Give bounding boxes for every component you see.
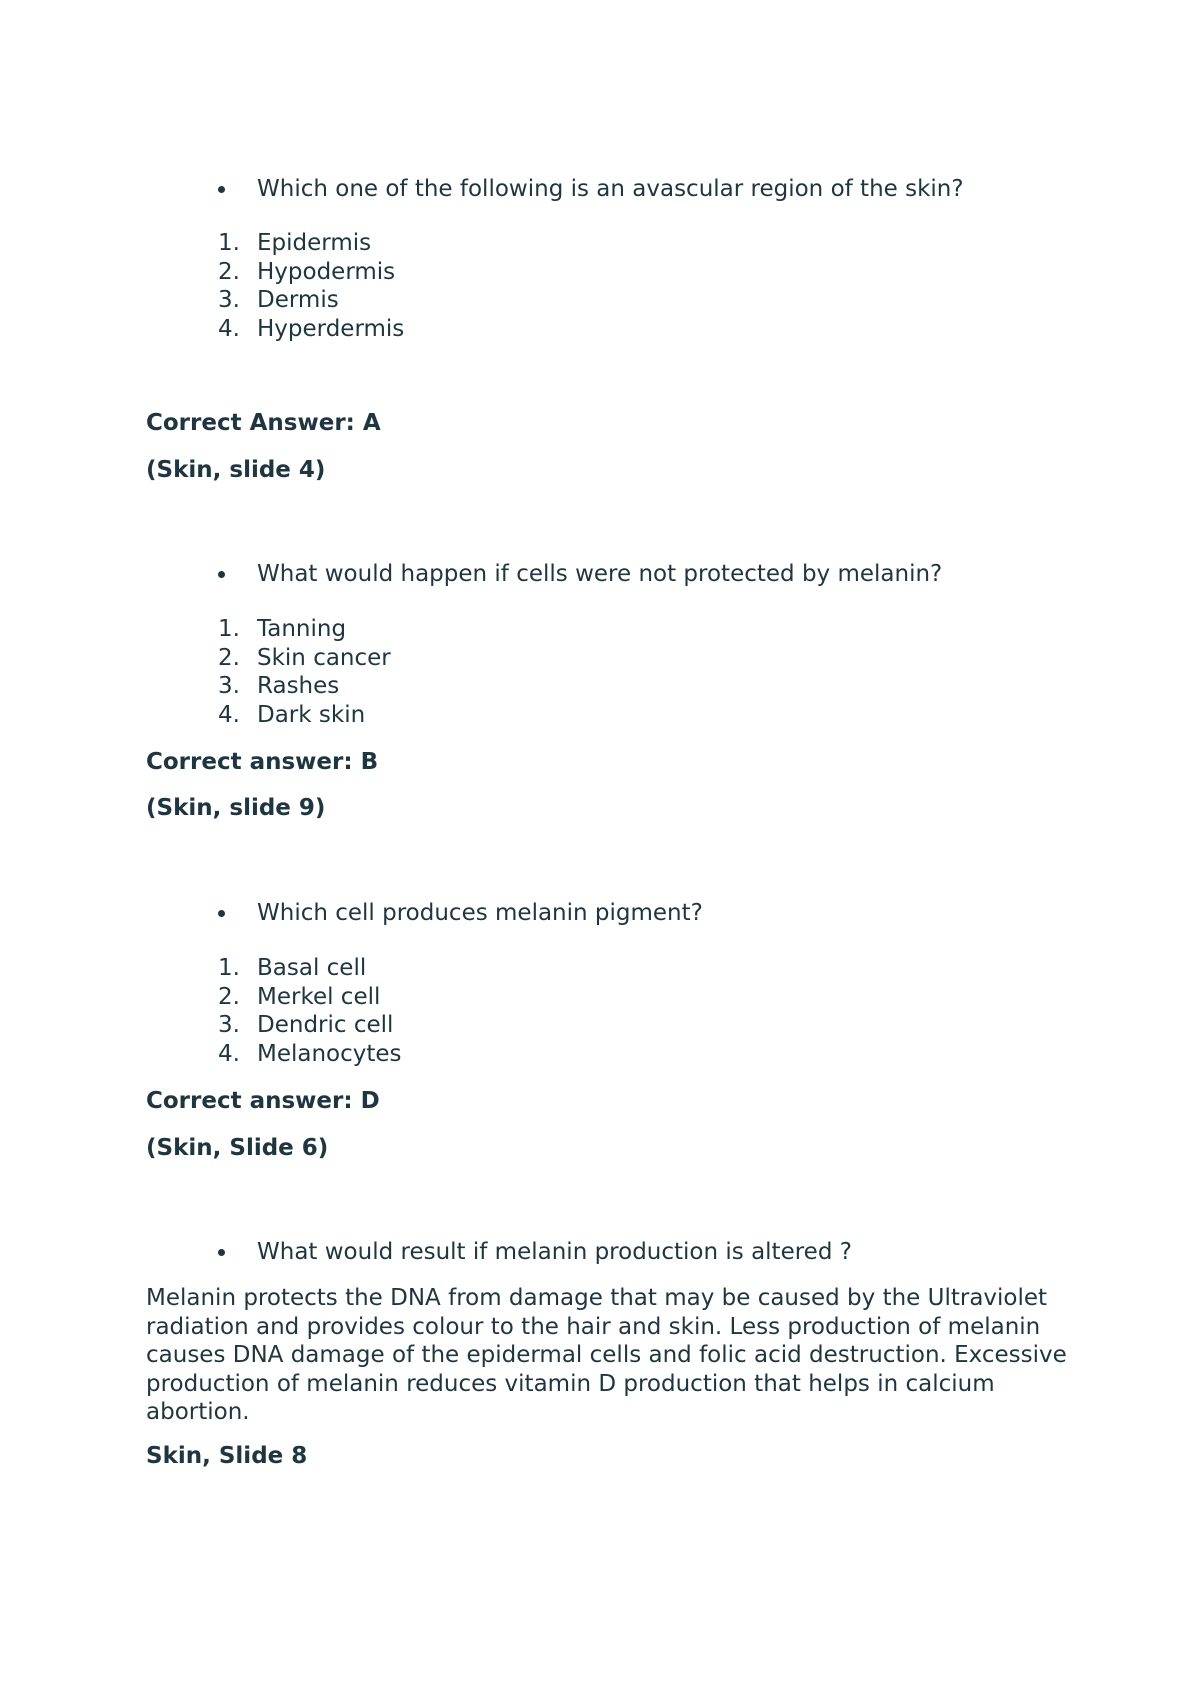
bullet-icon [218,186,225,193]
option-text: Tanning [257,616,347,642]
question-text: Which cell produces melanin pigment? [257,900,703,926]
option-text: Merkel cell [257,983,381,1010]
bullet-icon [218,910,225,917]
bullet-icon [218,1249,225,1256]
option-number: 3. [218,1012,240,1038]
option-number: 3. [218,287,240,313]
option-text: Hypodermis [257,258,396,285]
option-text: Dendric cell [257,1012,394,1038]
option-text: Dark skin [257,701,366,728]
correct-answer-1: Correct Answer: A [146,410,381,436]
option-text: Melanocytes [257,1040,402,1067]
option-number: 2. [218,983,240,1010]
option-text: Epidermis [257,230,372,256]
option-number: 2. [218,644,240,671]
option-number: 4. [218,1040,240,1067]
option-number: 4. [218,315,240,342]
option-number: 4. [218,701,240,728]
option-number: 1. [218,616,240,642]
slide-reference-1: (Skin, slide 4) [146,457,326,483]
question-text: Which one of the following is an avascular region of the skin? [257,176,964,202]
question-text: What would happen if cells were not protected by melanin? [257,561,943,587]
correct-answer-2: Correct answer: B [146,749,379,775]
slide-reference-2: (Skin, slide 9) [146,795,326,821]
slide-reference-3: (Skin, Slide 6) [146,1135,329,1161]
question-text: What would result if melanin production is altered ? [257,1239,852,1265]
option-text: Rashes [257,673,340,699]
option-number: 1. [218,955,240,981]
correct-answer-3: Correct answer: D [146,1088,380,1114]
option-number: 2. [218,258,240,285]
answer-paragraph: Melanin protects the DNA from damage that may be caused by the Ultraviolet radiation and provides colour to the hair and skin. Less production of melanin causes DNA damage of the epidermal cells and folic acid destruction. Excessive production of melanin reduces vitamin D production that helps in calcium abortion. [146,1285,1067,1425]
slide-reference-4: Skin, Slide 8 [146,1443,308,1469]
option-text: Skin cancer [257,644,391,671]
option-text: Basal cell [257,955,367,981]
option-text: Dermis [257,287,339,313]
option-text: Hyperdermis [257,315,405,342]
bullet-icon [218,571,225,578]
option-number: 3. [218,673,240,699]
option-number: 1. [218,230,240,256]
